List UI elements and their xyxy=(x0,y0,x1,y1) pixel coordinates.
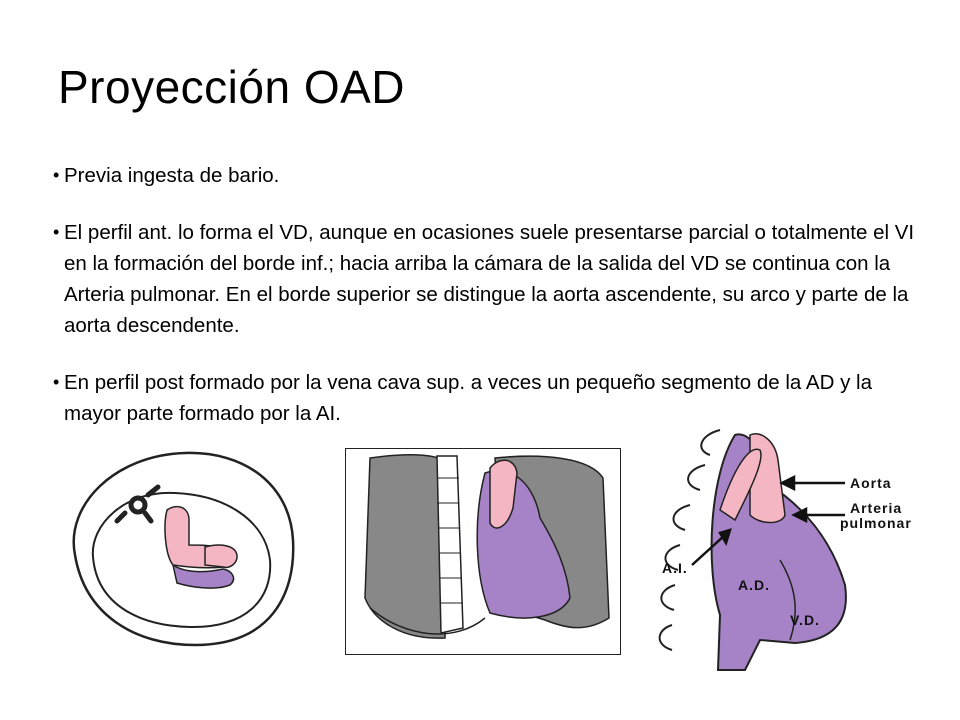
atrium-shape xyxy=(205,545,237,567)
label-vd: V.D. xyxy=(790,612,820,628)
label-pulmonar: pulmonar xyxy=(840,515,912,531)
label-aorta: Aorta xyxy=(850,475,892,491)
spine-icon xyxy=(117,487,158,521)
slide-title: Proyección OAD xyxy=(58,61,406,113)
label-ai: A.I. xyxy=(662,560,688,576)
bullet-item: • En perfil post formado por la vena cava sup. a veces un pequeño segmento de la AD y la mayor parte formado por la AI. xyxy=(56,367,916,429)
chest-radiograph-diagram xyxy=(345,448,621,655)
labeled-heart-diagram xyxy=(650,415,940,675)
bullet-list xyxy=(56,160,916,455)
label-ad: A.D. xyxy=(738,577,770,593)
cross-section-diagram xyxy=(55,445,300,650)
bullet-item: • El perfil ant. lo forma el VD, aunque en ocasiones suele presentarse parcial o totalmente el VI en la formación del borde inf.; hacia arriba la cámara de la salida del VD se continua con la Arteria pulmonar. En el borde superior se distingue la aorta ascendente, su arco y parte de la aorta descendente. xyxy=(56,217,916,341)
bullet-item: • Previa ingesta de bario. xyxy=(56,160,916,191)
label-arteria: Arteria xyxy=(850,500,903,516)
